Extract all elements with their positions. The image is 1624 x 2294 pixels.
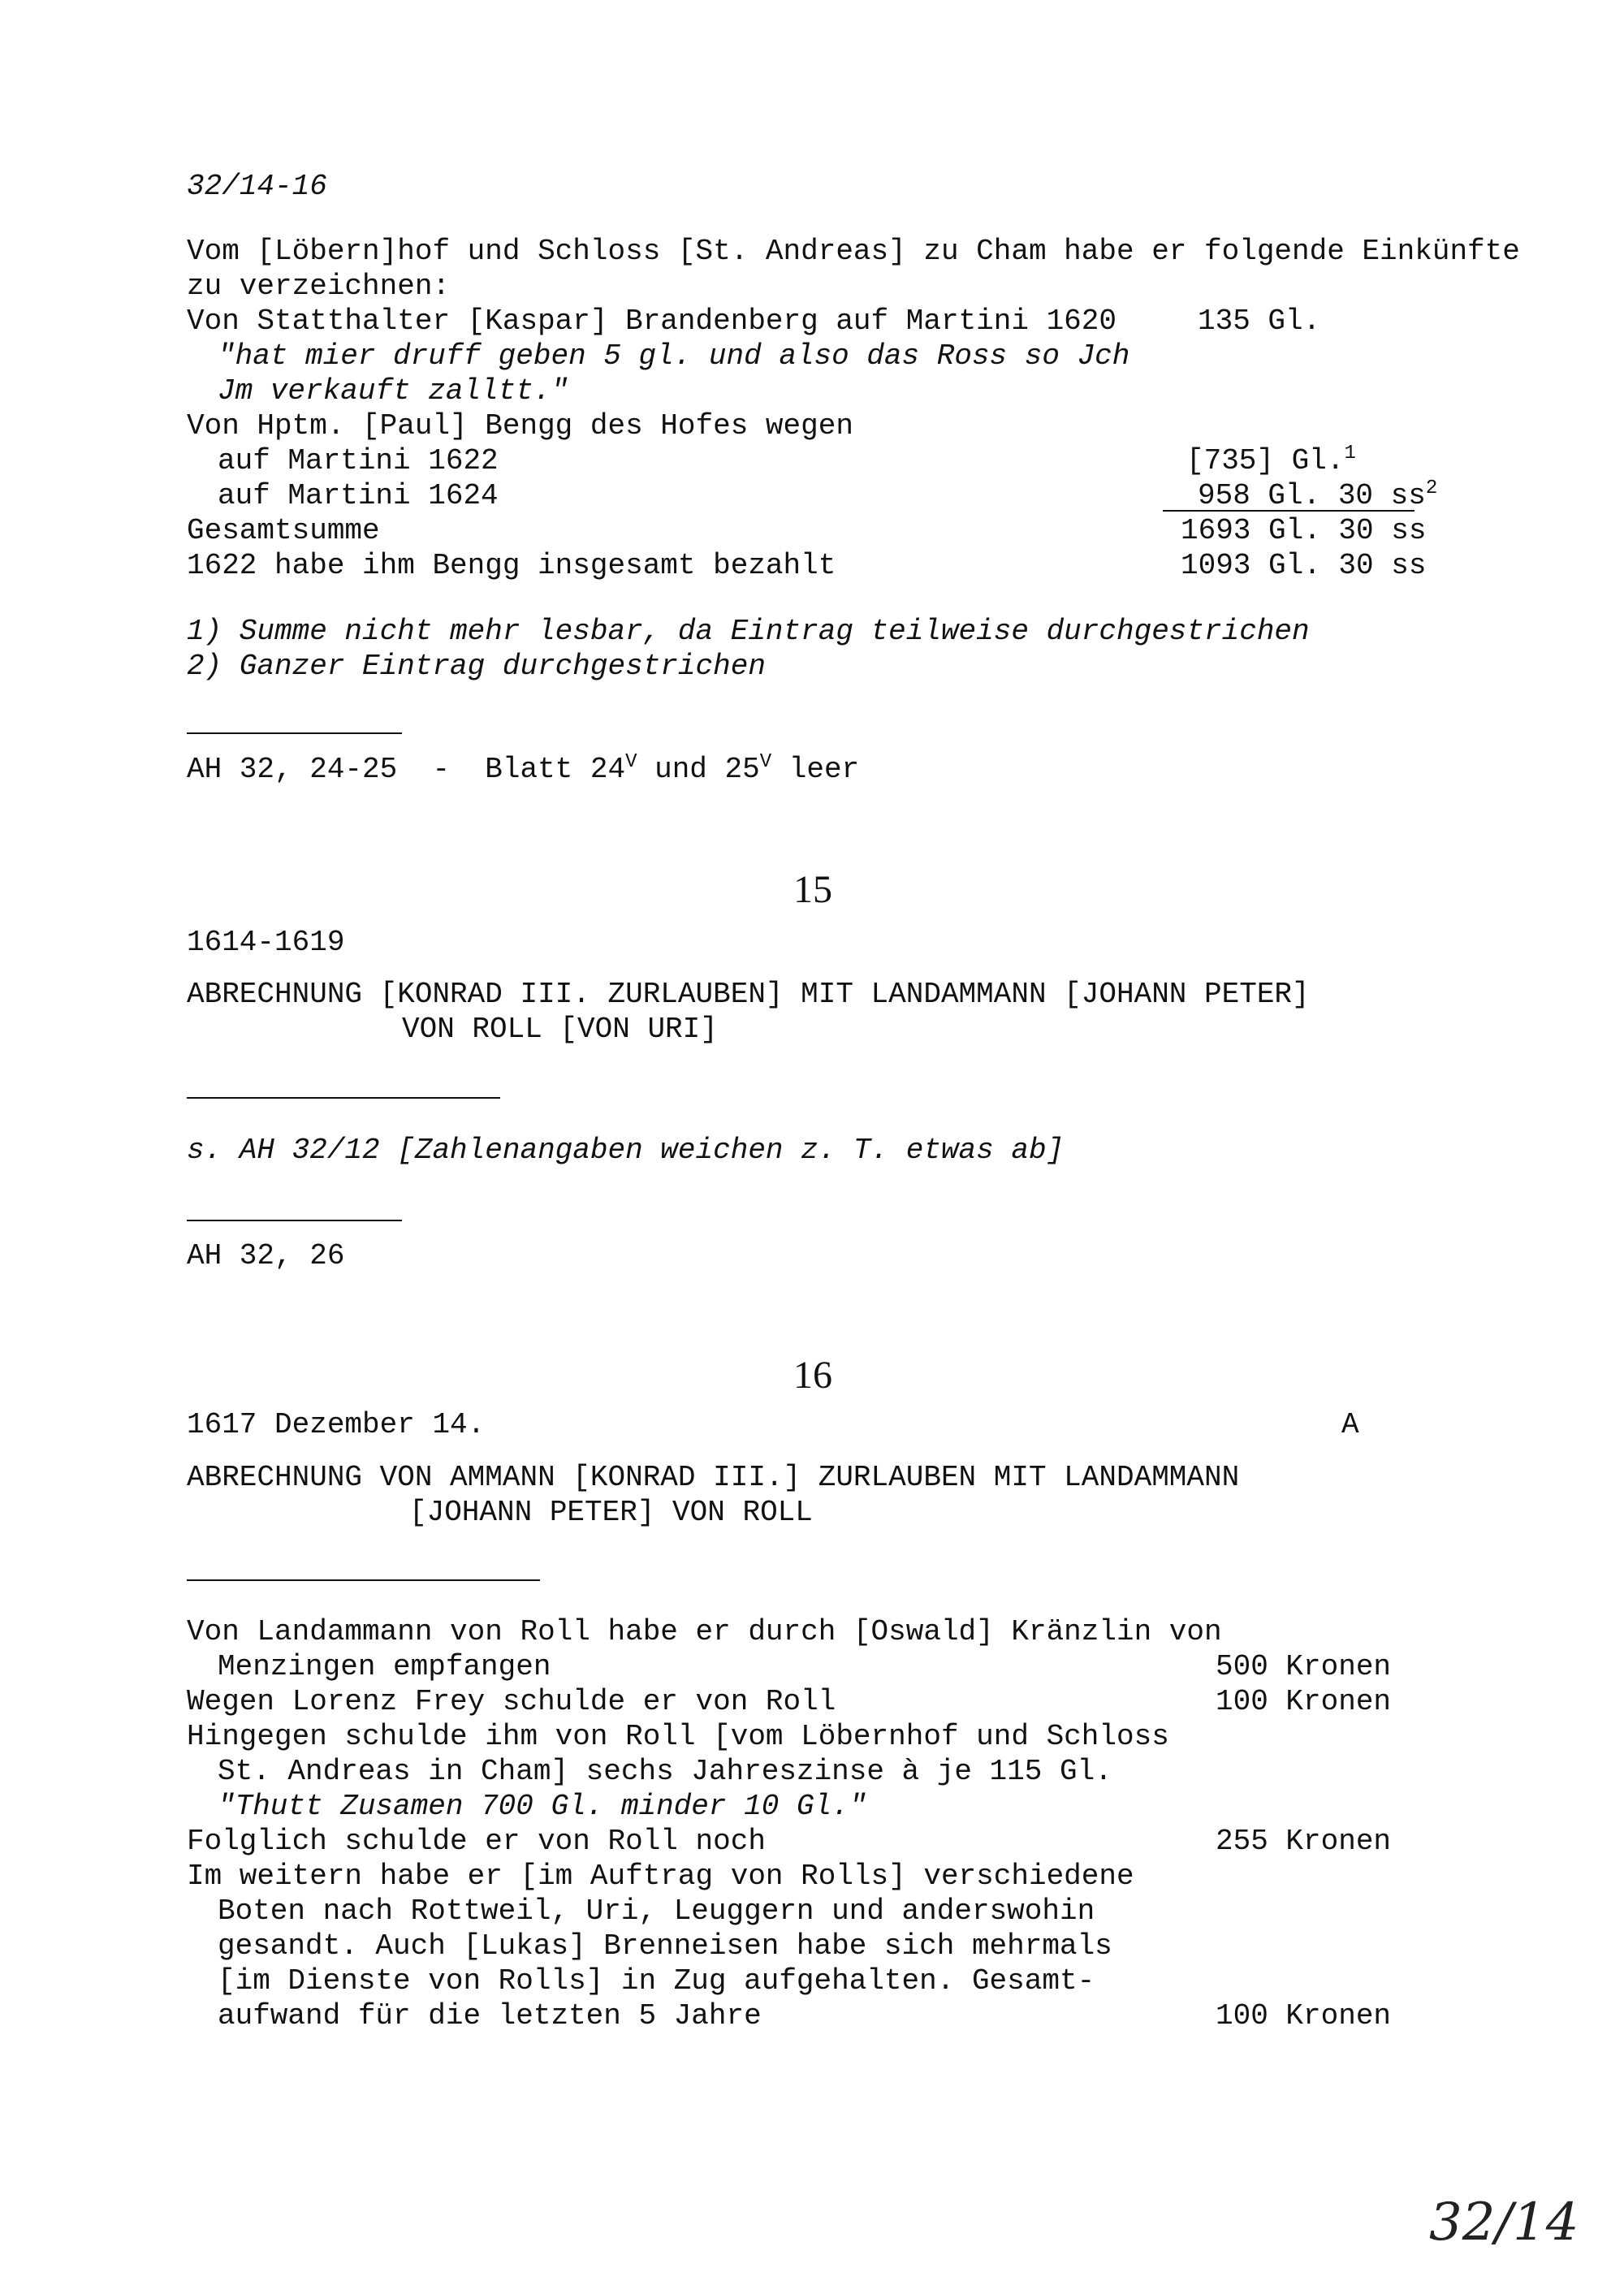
entry-line: Folglich schulde er von Roll noch (187, 1825, 766, 1858)
entry-line: Hingegen schulde ihm von Roll [vom Löbernhof und Schloss (187, 1720, 1169, 1753)
separator-rule (187, 732, 402, 734)
intro-line-1: Vom [Löbern]hof und Schloss [St. Andreas] zu Cham habe er folgende Einkünfte (187, 235, 1520, 268)
entry-amount: 500 Kronen (1216, 1650, 1392, 1683)
entry-line: Im weitern habe er [im Auftrag von Rolls] verschiedene (187, 1860, 1134, 1893)
section-date: 1617 Dezember 14. (187, 1408, 486, 1441)
quote-line: "Thutt Zusamen 700 Gl. minder 10 Gl." (218, 1790, 867, 1823)
entry-label: auf Martini 1622 (218, 444, 499, 477)
entry-label: Von Statthalter [Kaspar] Brandenberg auf Martini 1620 (187, 305, 1116, 338)
section-title-line-1: ABRECHNUNG [KONRAD III. ZURLAUBEN] MIT LANDAMMANN [JOHANN PETER] (187, 978, 1310, 1011)
section-number: 15 (793, 868, 832, 911)
entry-amount: [735] Gl.$^1$ (1186, 443, 1356, 477)
handwritten-page-mark: 32/14 (1429, 2192, 1579, 2253)
entry-label: Von Hptm. [Paul] Bengg des Hofes wegen (187, 409, 853, 443)
entry-line: St. Andreas in Cham] sechs Jahreszinse à je 115 Gl. (218, 1755, 1112, 1788)
quote-line-1: "hat mier druff geben 5 gl. und also das Ross so Jch (218, 339, 1130, 373)
entry-amount: 255 Kronen (1216, 1825, 1392, 1858)
section-number: 16 (793, 1354, 832, 1397)
entry-amount: 135 Gl. (1198, 305, 1321, 338)
separator-rule (187, 1579, 540, 1581)
entry-line: gesandt. Auch [Lukas] Brenneisen habe sich mehrmals (218, 1929, 1112, 1963)
quote-line-2: Jm verkauft zalltt." (218, 374, 569, 408)
cross-reference-note: s. AH 32/12 [Zahlenangaben weichen z. T. etwas ab] (187, 1134, 1065, 1167)
entry-amount: 1693 Gl. 30 ss (1181, 514, 1427, 547)
entry-line: Wegen Lorenz Frey schulde er von Roll (187, 1685, 836, 1718)
separator-rule (187, 1097, 500, 1099)
separator-rule (187, 1220, 402, 1221)
source-reference: AH 32, 26 (187, 1239, 345, 1272)
reference-header: 32/14-16 (187, 170, 327, 203)
intro-line-2: zu verzeichnen: (187, 270, 451, 303)
entry-line: aufwand für die letzten 5 Jahre (218, 1999, 762, 2033)
entry-amount: 958 Gl. 30 $ss^2$ (1198, 477, 1438, 512)
entry-line: Von Landammann von Roll habe er durch [Oswald] Kränzlin von (187, 1615, 1222, 1648)
entry-amount: 100 Kronen (1216, 1999, 1392, 2033)
sum-rule (1163, 510, 1415, 512)
entry-label: Gesamtsumme (187, 514, 380, 547)
entry-label: 1622 habe ihm Bengg insgesamt bezahlt (187, 549, 836, 582)
document-mark: A (1341, 1408, 1359, 1441)
footnote-2: 2) Ganzer Eintrag durchgestrichen (187, 650, 766, 683)
section-date: 1614-1619 (187, 926, 345, 959)
section-title-line-2: VON ROLL [VON URI] (402, 1013, 718, 1046)
entry-amount: 1093 Gl. 30 ss (1181, 549, 1427, 582)
entry-label: auf Martini 1624 (218, 479, 499, 512)
footnote-marker: 2 (1425, 477, 1438, 499)
section-title-line-2: [JOHANN PETER] VON ROLL (409, 1496, 813, 1529)
footnote-marker: 1 (1344, 443, 1356, 464)
entry-line: [im Dienste von Rolls] in Zug aufgehalten. Gesamt- (218, 1964, 1095, 1998)
footnote-1: 1) Summe nicht mehr lesbar, da Eintrag teilweise durchgestrichen (187, 615, 1310, 648)
section-title-line-1: ABRECHNUNG VON AMMANN [KONRAD III.] ZURLAUBEN MIT LANDAMMANN (187, 1461, 1240, 1494)
source-reference: AH 32, 24-25 - Blatt $24^V$ und $25^V$ leer (187, 751, 860, 786)
entry-line: Menzingen empfangen (218, 1650, 551, 1683)
entry-amount: 100 Kronen (1216, 1685, 1392, 1718)
entry-line: Boten nach Rottweil, Uri, Leuggern und anderswohin (218, 1894, 1095, 1928)
